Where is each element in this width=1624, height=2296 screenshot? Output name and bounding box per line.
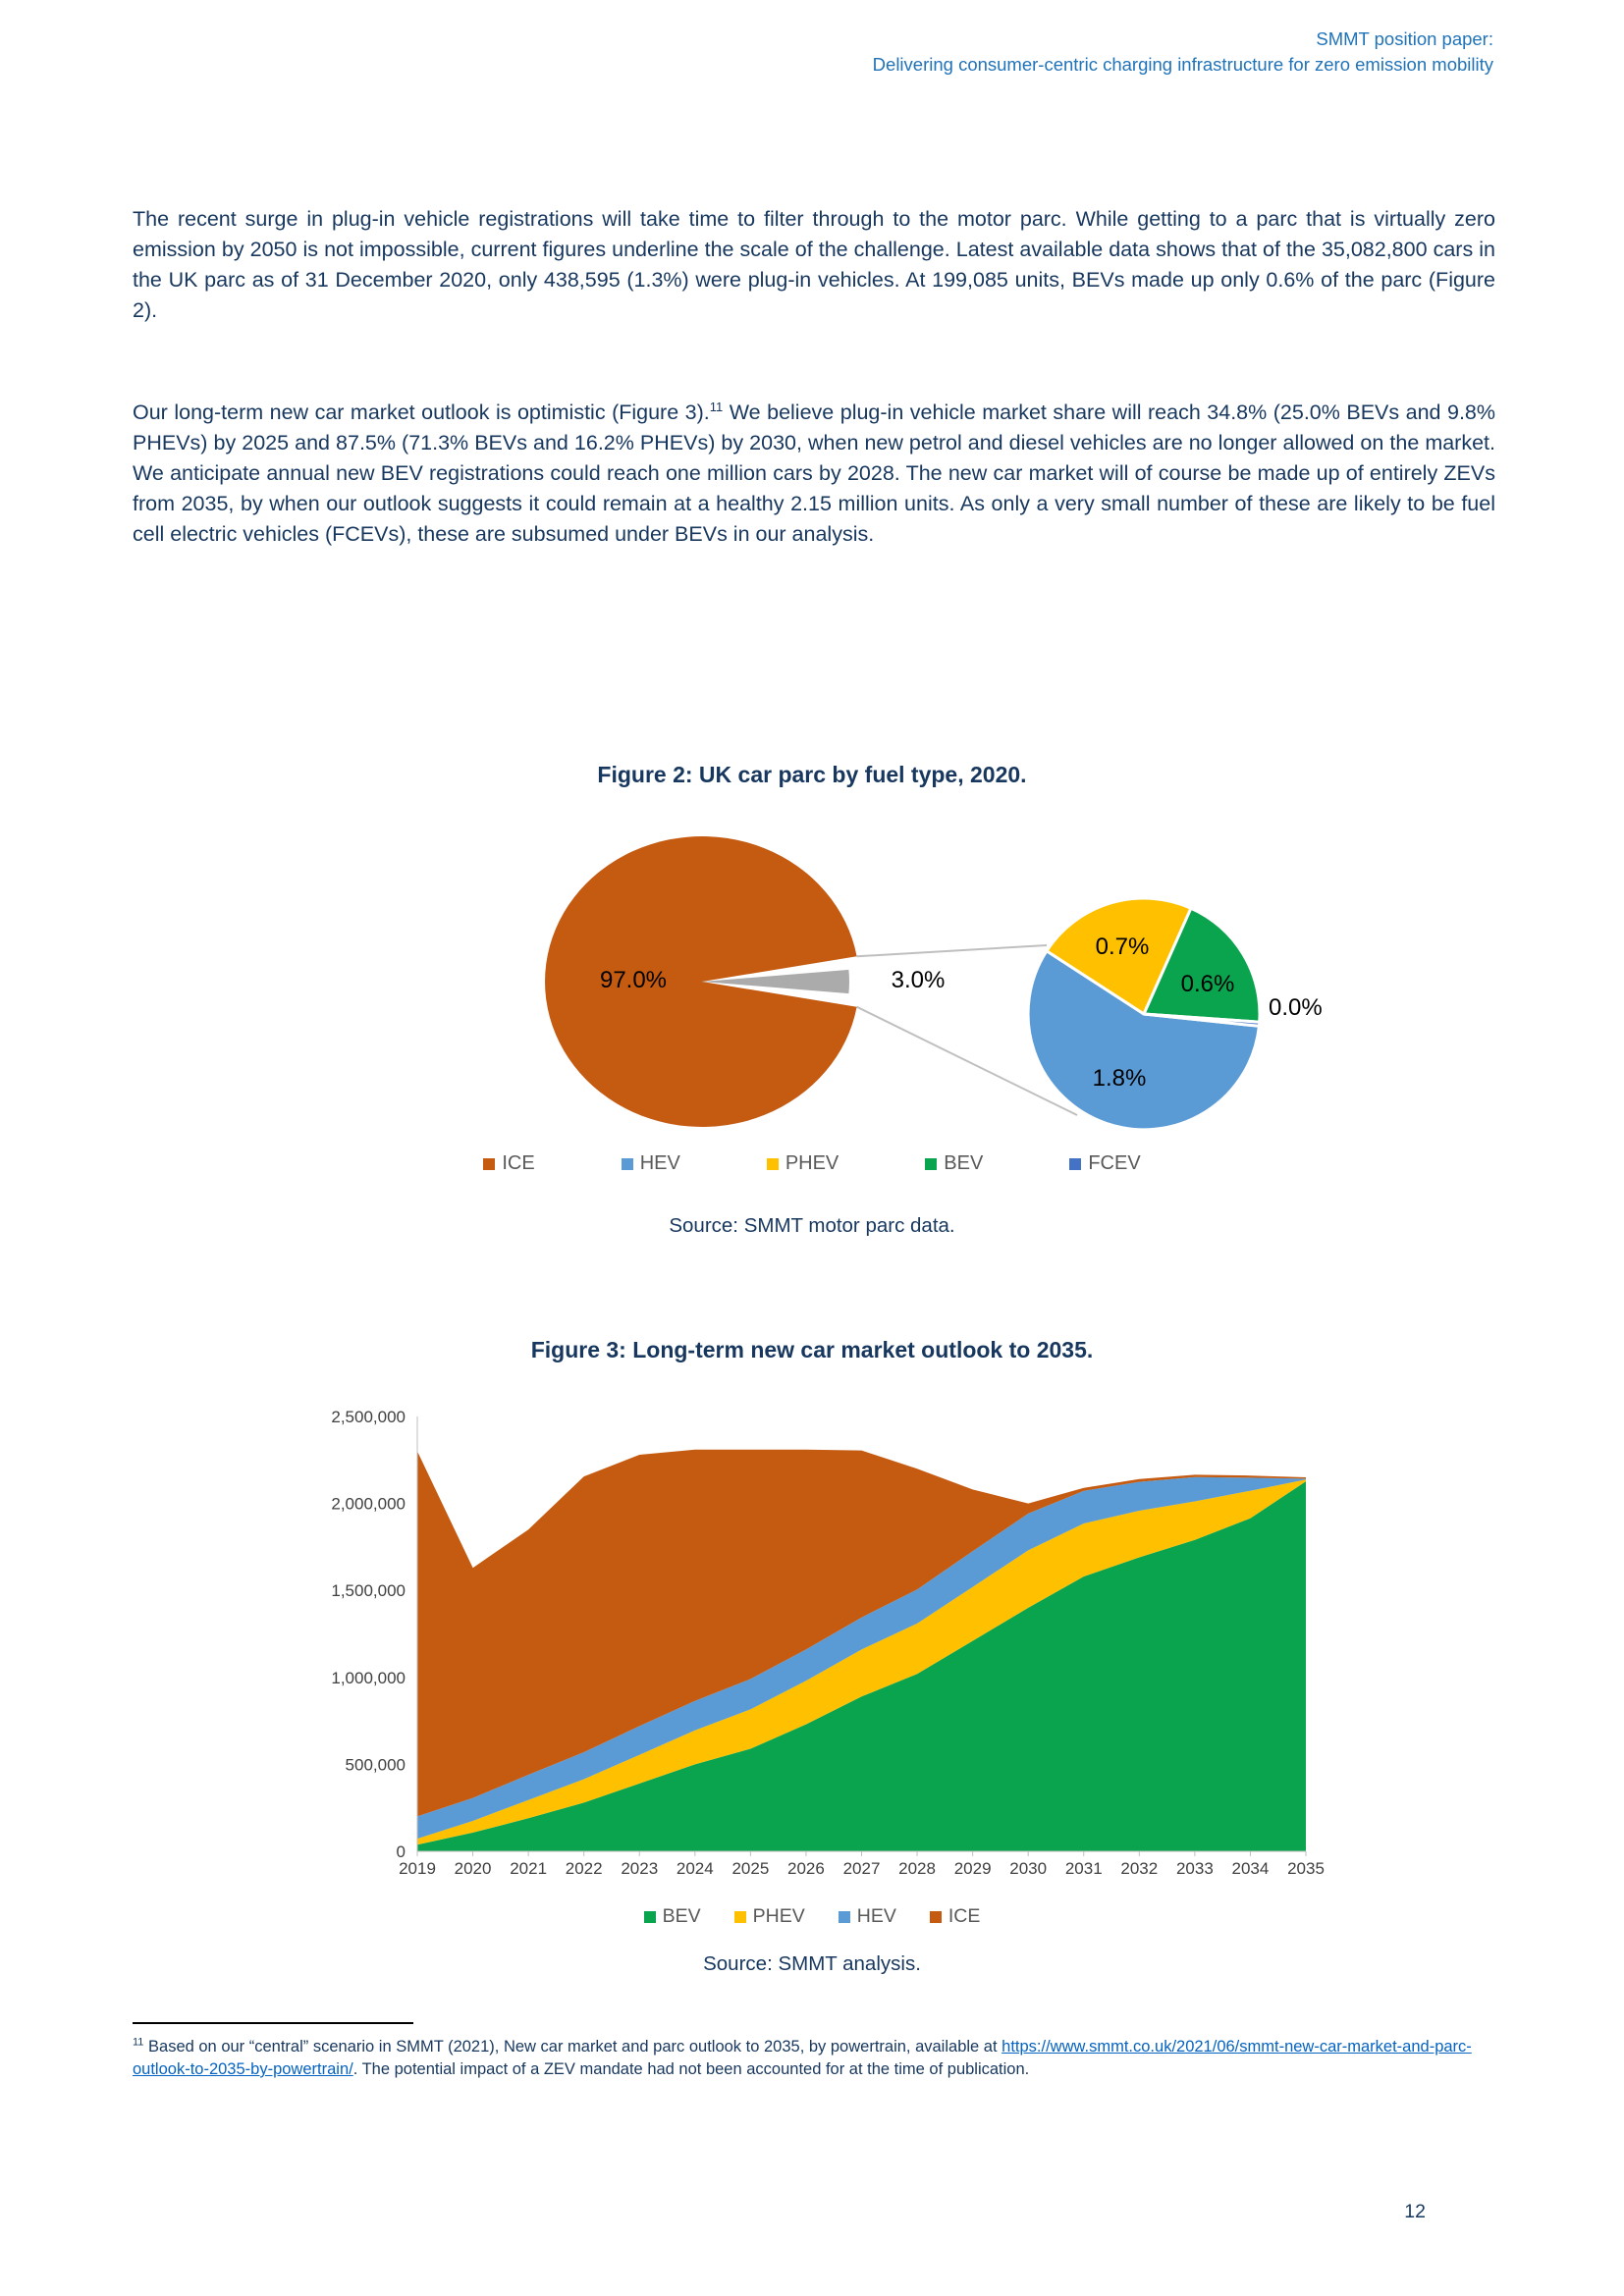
pie-value-label: 97.0% [599,967,668,993]
x-tick-label: 2035 [1287,1859,1325,1878]
y-tick-label: 1,500,000 [331,1581,406,1601]
x-tick-label: 2022 [565,1859,603,1878]
fig3-stacked-area-chart [226,1402,1375,1890]
legend-label: BEV [944,1152,984,1174]
paragraph-2-part1: Our long-term new car market outlook is optimistic (Figure 3). [133,400,710,424]
x-tick-label: 2032 [1120,1859,1159,1878]
legend-label: ICE [947,1905,981,1927]
legend-item-bev [925,1152,983,1175]
legend-label: PHEV [752,1905,805,1927]
legend-label: BEV [662,1905,701,1927]
footnote-text-2: . The potential impact of a ZEV mandate had not been accounted for at the time of publication. [352,2060,1030,2078]
page-header [873,27,1493,78]
legend-item-fcev [1069,1152,1140,1175]
footnote-marker: 11 [133,2036,144,2049]
fig2-legend [0,1152,1624,1175]
x-tick-label: 2021 [510,1859,548,1878]
legend-label: HEV [856,1905,896,1927]
figure2-source: Source: SMMT motor parc data. [669,1214,955,1237]
legend-label: FCEV [1088,1152,1141,1174]
x-tick-label: 2025 [731,1859,770,1878]
bev-swatch-icon [925,1158,937,1170]
figure3-title: Figure 3: Long-term new car market outlook to 2035. [530,1337,1094,1362]
legend-label: HEV [639,1152,680,1174]
ice-swatch-icon [483,1158,495,1170]
legend-item-ice [930,1905,981,1928]
phev-swatch-icon [734,1911,746,1923]
x-tick-label: 2024 [676,1859,714,1878]
legend-label: PHEV [785,1152,839,1174]
page-number: 12 [1404,2201,1426,2222]
footnote-divider [133,2022,413,2024]
footnote-link[interactable]: https://www.smmt.co.uk/2021/06/smmt-new-car-market-and-parc-outlook-to-2035-by-powertrain/ [133,2038,1472,2078]
legend-label: ICE [502,1152,535,1174]
x-tick-label: 2020 [454,1859,492,1878]
paragraph-1: The recent surge in plug-in vehicle registrations will take time to filter through to the motor parc. While getting to a parc that is virtually zero emission by 2050 is not impossible, current figures underline the scale of the challenge. Latest available data shows that of the 35,082,800 cars in the UK parc as of 31 December 2020, only 438,595 (1.3%) were plug-in vehicles. At 199,085 units, BEVs made up only 0.6% of the parc (Figure 2). [133,206,1495,323]
figure2-title: Figure 2: UK car parc by fuel type, 2020. [597,762,1027,787]
bev-swatch-icon [644,1911,656,1923]
pie-value-label: 1.8% [1092,1065,1147,1092]
fcev-swatch-icon [1069,1158,1081,1170]
phev-swatch-icon [767,1158,779,1170]
x-tick-label: 2033 [1175,1859,1214,1878]
y-tick-label: 1,000,000 [331,1668,406,1687]
connector-line-top [857,945,1047,956]
fig2-pie-of-pie-chart [471,823,1355,1148]
pie-value-label: 3.0% [891,967,946,993]
footnote-text: Based on our “central” scenario in SMMT (2021), New car market and parc outlook to 2035, by powertrain, available at [148,2038,1002,2056]
pie-value-label: 0.0% [1269,994,1323,1021]
footnote [133,2036,1499,2081]
x-tick-label: 2019 [399,1859,436,1878]
legend-item-phev [767,1152,839,1175]
legend-item-phev [734,1905,805,1928]
x-tick-label: 2027 [842,1859,881,1878]
x-tick-label: 2030 [1009,1859,1048,1878]
y-tick-label: 0 [396,1842,406,1861]
pie-value-label: 0.7% [1095,934,1150,960]
legend-item-hev [839,1905,896,1928]
y-tick-label: 2,500,000 [331,1408,406,1426]
y-tick-label: 2,000,000 [331,1494,406,1514]
ice-swatch-icon [930,1911,942,1923]
hev-swatch-icon [622,1158,633,1170]
pie-value-label: 0.6% [1180,971,1235,997]
hev-swatch-icon [839,1911,850,1923]
x-tick-label: 2034 [1231,1859,1270,1878]
header-line-2: Delivering consumer-centric charging infrastructure for zero emission mobility [872,54,1493,75]
x-tick-label: 2023 [621,1859,659,1878]
x-tick-label: 2026 [787,1859,825,1878]
footnote-reference: 11 [709,399,724,414]
x-tick-label: 2031 [1064,1859,1103,1878]
legend-item-bev [644,1905,701,1928]
x-tick-label: 2029 [953,1859,992,1878]
legend-item-hev [622,1152,680,1175]
fig3-legend [0,1905,1624,1928]
header-line-1: SMMT position paper: [1316,28,1493,49]
paragraph-2-part2: We believe plug-in vehicle market share will reach 34.8% (25.0% BEVs and 9.8% PHEVs) by 2025 and 87.5% (71.3% BEVs and 16.2% PHEVs) by 2030, when new petrol and diesel vehicles are no longer allowed on the market. We anticipate annual new BEV registrations could reach one million cars by 2028. The new car market will of course be made up of entirely ZEVs from 2035, by when our outlook suggests it could remain at a healthy 2.15 million units. As only a very small number of these are likely to be fuel cell electric vehicles (FCEVs), these are subsumed under BEVs in our analysis. [133,400,1495,547]
y-tick-label: 500,000 [345,1755,406,1775]
figure3-source: Source: SMMT analysis. [703,1952,921,1975]
paragraph-2 [133,398,1495,551]
legend-item-ice [483,1152,534,1175]
x-tick-label: 2028 [898,1859,936,1878]
